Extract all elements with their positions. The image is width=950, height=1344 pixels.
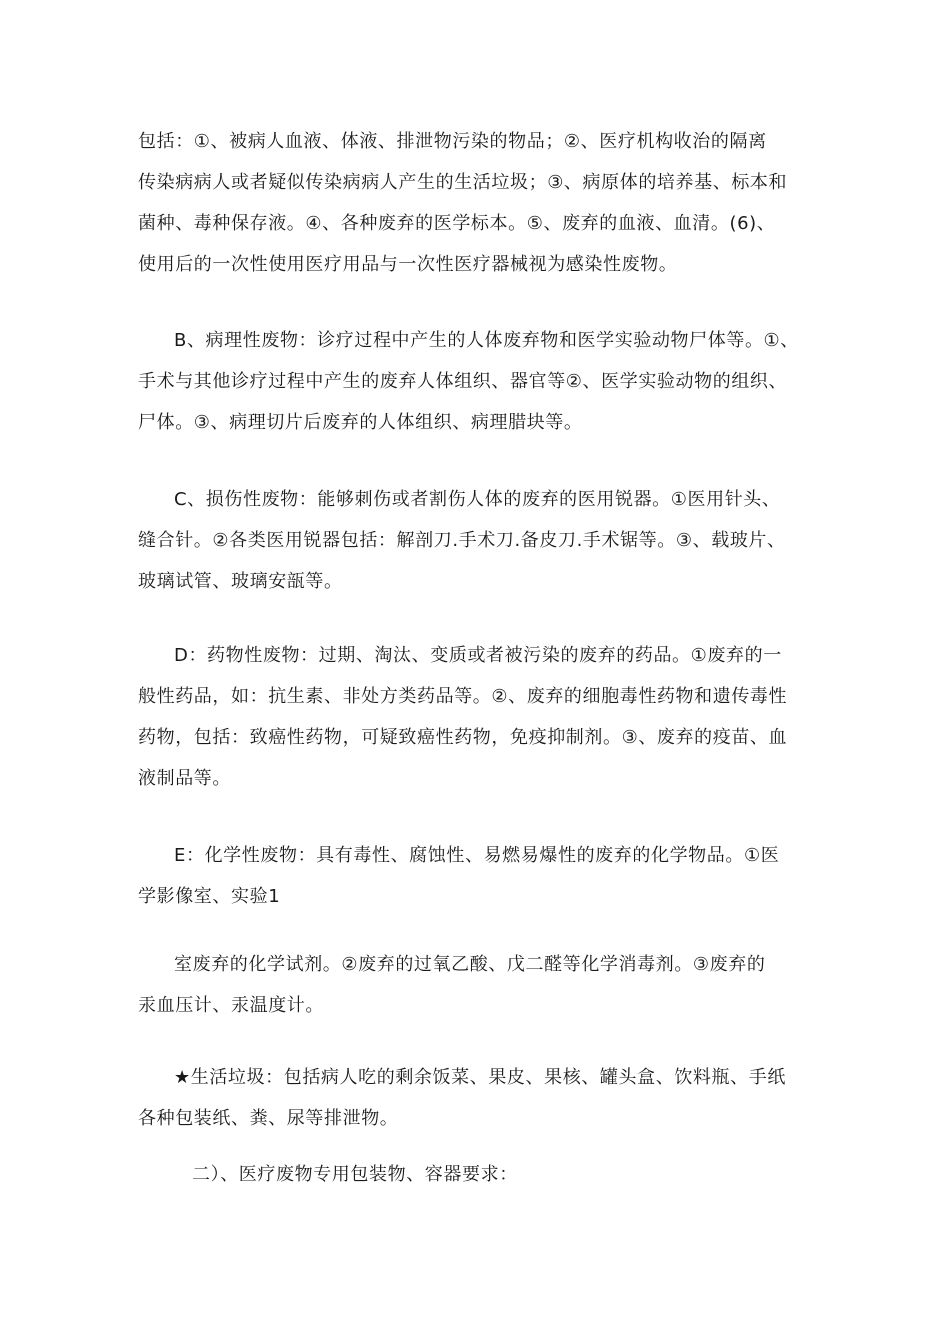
text-line: 手术与其他诊疗过程中产生的废弃人体组织、器官等②、医学实验动物的组织、 (138, 371, 788, 392)
text-line: 汞血压计、汞温度计。 (138, 995, 324, 1016)
text-line: C、损伤性废物：能够刺伤或者割伤人体的废弃的医用锐器。①医用针头、 (174, 489, 781, 510)
text-line: 缝合针。②各类医用锐器包括：解剖刀.手术刀.备皮刀.手术锯等。③、载玻片、 (138, 530, 786, 551)
text-line: 菌种、毒种保存液。④、各种废弃的医学标本。⑤、废弃的血液、血清。(6)、 (138, 213, 776, 234)
text-line: 包括：①、被病人血液、体液、排泄物污染的物品；②、医疗机构收治的隔离 (138, 131, 767, 152)
paragraph-chemical-waste-continued (138, 944, 818, 1026)
text-line: B、病理性废物：诊疗过程中产生的人体废弃物和医学实验动物尸体等。①、 (174, 330, 799, 351)
text-line: 使用后的一次性使用医疗用品与一次性医疗器械视为感染性废物。 (138, 254, 678, 275)
text-line: 传染病病人或者疑似传染病病人产生的生活垃圾；③、病原体的培养基、标本和 (138, 172, 788, 193)
text-line: 学影像室、实验1 (138, 886, 281, 907)
text-line: 室废弃的化学试剂。②废弃的过氧乙酸、戊二醛等化学消毒剂。③废弃的 (174, 954, 766, 975)
text-line: 各种包装纸、粪、尿等排泄物。 (138, 1108, 399, 1129)
paragraph-pharmaceutical-waste (138, 635, 818, 799)
text-line: 液制品等。 (138, 768, 231, 789)
paragraph-pathological-waste (138, 320, 818, 443)
section-heading-packaging-requirements (138, 1154, 818, 1195)
text-line: 尸体。③、病理切片后废弃的人体组织、病理腊块等。 (138, 412, 583, 433)
text-line: 药物，包括：致癌性药物，可疑致癌性药物，免疫抑制剂。③、废弃的疫苗、血 (138, 727, 788, 748)
text-line: ★生活垃圾：包括病人吃的剩余饭菜、果皮、果核、罐头盒、饮料瓶、手纸 (174, 1067, 786, 1088)
text-line: 般性药品，如：抗生素、非处方类药品等。②、废弃的细胞毒性药物和遗传毒性 (138, 686, 788, 707)
paragraph-sharps-waste (138, 479, 818, 602)
text-line: E：化学性废物：具有毒性、腐蚀性、易燃易爆性的废弃的化学物品。①医 (174, 845, 780, 866)
text-line: 玻璃试管、玻璃安瓿等。 (138, 571, 343, 592)
text-line: D：药物性废物：过期、淘汰、变质或者被污染的废弃的药品。①废弃的一 (174, 645, 782, 666)
text-line: 二）、医疗废物专用包装物、容器要求： (192, 1164, 518, 1185)
paragraph-infectious-waste-items (138, 121, 818, 285)
paragraph-domestic-waste (138, 1057, 818, 1139)
paragraph-chemical-waste (138, 835, 818, 917)
